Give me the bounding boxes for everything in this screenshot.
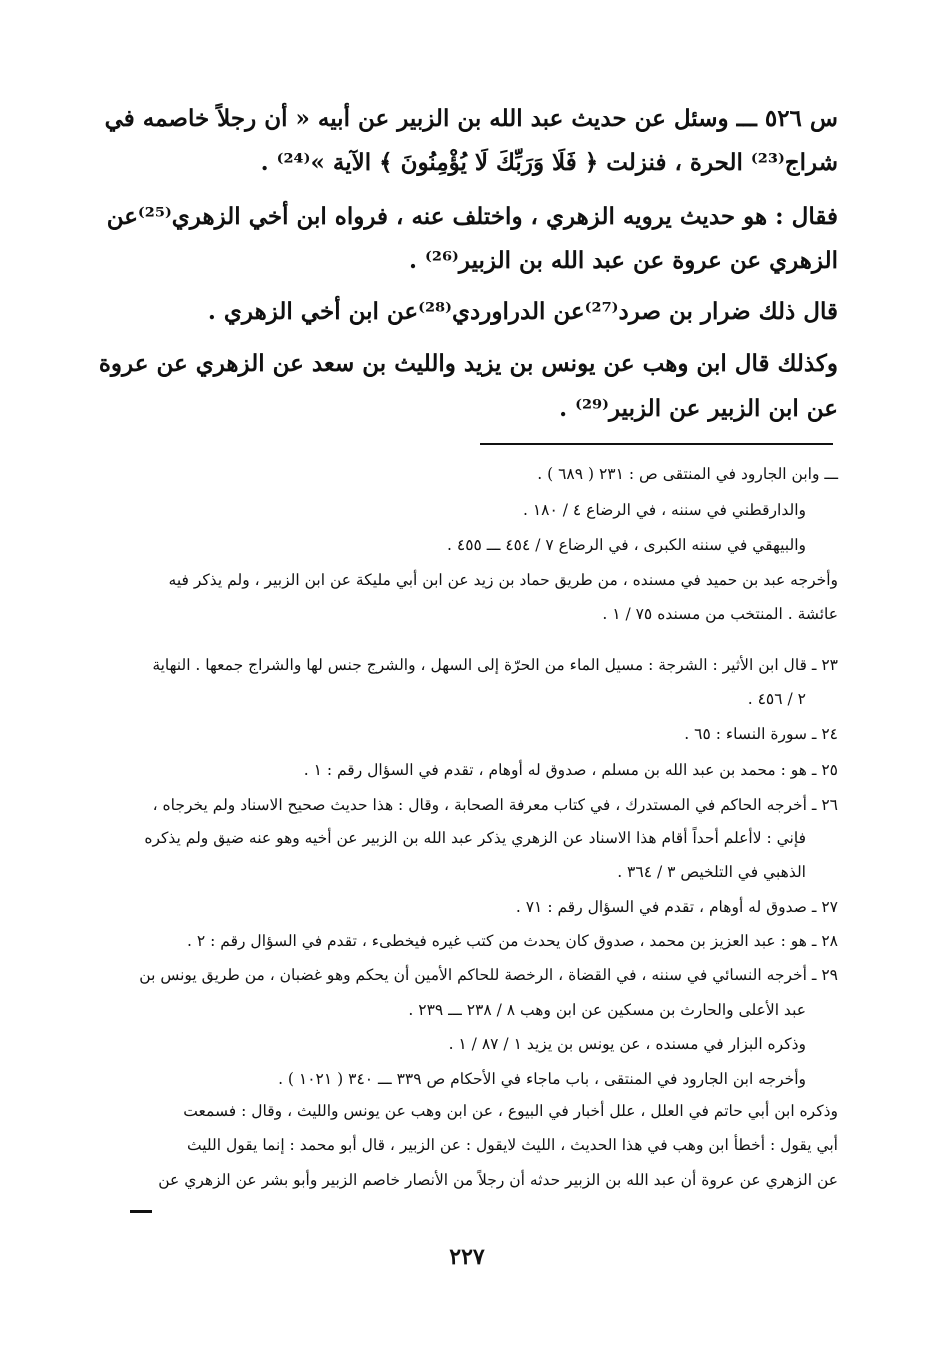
footnote-line: عائشة . المنتخب من مسنده ٧٥ / ١ . — [602, 605, 838, 623]
footnote-line: ٢ / ٤٥٦ . — [747, 690, 806, 708]
footnote-line: وأخرجه عبد بن حميد في مسنده ، من طريق حماد بن زيد عن ابن أبي مليكة عن ابن الزبير ، ولم يذكر فيه — [168, 571, 838, 589]
footnote-line: ٢٩ ـ أخرجه النسائي في سننه ، في القضاة ، الرخصة للحاكم الأمين أن يحكم وهو غضبان ، من طريق يونس بن — [139, 966, 838, 984]
footnote-line: فإني : لاأعلم أحداً أقام هذا الاسناد عن الزهري يذكر عبد الله بن الزبير عن أخيه وهو عنه ضيق ولم يذكره — [144, 829, 806, 847]
footnote-line: ٢٨ ـ هو : عبد العزيز بن محمد ، صدوق كان يحدث من كتب غيره فيخطىء ، تقدم في السؤال رقم : ٢ . — [187, 932, 838, 950]
footnote-line: وذكره البزار في مسنده ، عن يونس بن يزيد ١ / ٨٧ / ١ . — [448, 1035, 806, 1053]
footnote-line: والدارقطني في سننه ، في الرضاع ٤ / ١٨٠ . — [523, 501, 806, 519]
continuation-mark — [130, 1210, 152, 1213]
footnote-line: الذهبي في التلخيص ٣ / ٣٦٤ . — [617, 863, 806, 881]
main-text-line: شراج⁽²³⁾ الحرة ، فنزلت ﴿ فَلَا وَرَبِّكَ لَا يُؤْمِنُونَ ﴾ الآية »⁽²⁴⁾ . — [260, 149, 838, 176]
main-text-line: عن ابن الزبير عن الزبير⁽²⁹⁾ . — [559, 395, 838, 422]
footnote-line: ٢٥ ـ هو : محمد بن عبد الله بن مسلم ، صدوق له أوهام ، تقدم في السؤال رقم : ١ . — [303, 761, 838, 779]
footnote-separator — [480, 443, 833, 445]
main-text-line: فقال : هو حديث يرويه الزهري ، واختلف عنه ، فرواه ابن أخي الزهري⁽²⁵⁾عن — [106, 203, 838, 230]
main-text-line: وكذلك قال ابن وهب عن يونس بن يزيد والليث بن سعد عن الزهري عن عروة — [98, 350, 838, 377]
main-text-line: قال ذلك ضرار بن صرد⁽²⁷⁾عن الدراوردي⁽²⁸⁾عن ابن أخي الزهري . — [207, 298, 838, 325]
page-number: ٢٢٧ — [449, 1244, 485, 1270]
footnote-line: وأخرجه ابن الجارود في المنتقى ، باب ماجاء في الأحكام ص ٣٣٩ ـــ ٣٤٠ ( ١٠٢١ ) . — [278, 1070, 806, 1088]
footnote-line: ٢٧ ـ صدوق له أوهام ، تقدم في السؤال رقم : ٧١ . — [515, 898, 838, 916]
footnote-line: ٢٦ ـ أخرجه الحاكم في المستدرك ، في كتاب معرفة الصحابة ، وقال : هذا حديث صحيح الاسناد ولم يخرجاه ، — [152, 796, 838, 814]
footnote-line: أبي يقول : أخطأ ابن وهب في هذا الحديث ، الليث لايقول : عن الزبير ، قال أبو محمد : إنما يقول الليث — [186, 1136, 838, 1154]
footnote-line: ٢٤ ـ سورة النساء : ٦٥ . — [684, 725, 838, 743]
footnote-line: ٢٣ ـ قال ابن الأثير : الشرجة : مسيل الماء من الحرّة إلى السهل ، والشرج جنس لها والشراج جمعها . النهاية — [152, 656, 838, 674]
footnote-line: عن الزهري عن عروة أن عبد الله بن الزبير حدثه أن رجلاً من الأنصار خاصم الزبير وأبو بشر عن الزهري عن — [158, 1171, 838, 1189]
main-text-line: س ٥٢٦ ـــ وسئل عن حديث عبد الله بن الزبير عن أبيه « أن رجلاً خاصمه في — [104, 105, 838, 132]
main-text-line: الزهري عن عروة عن عبد الله بن الزبير⁽²⁶⁾ . — [409, 247, 838, 274]
footnote-line: ـــ وابن الجارود في المنتقى ص : ٢٣١ ( ٦٨٩ ) . — [537, 465, 838, 483]
footnote-line: وذكره ابن أبي حاتم في العلل ، علل أخبار في البيوع ، عن ابن وهب عن يونس والليث ، وقال : فسمعت — [183, 1102, 838, 1120]
footnote-line: عبد الأعلى والحارث بن مسكين عن ابن وهب ٨ / ٢٣٨ ـــ ٢٣٩ . — [408, 1001, 806, 1019]
footnote-line: والبيهقي في سننه الكبرى ، في الرضاع ٧ / ٤٥٤ ـــ ٤٥٥ . — [447, 536, 806, 554]
